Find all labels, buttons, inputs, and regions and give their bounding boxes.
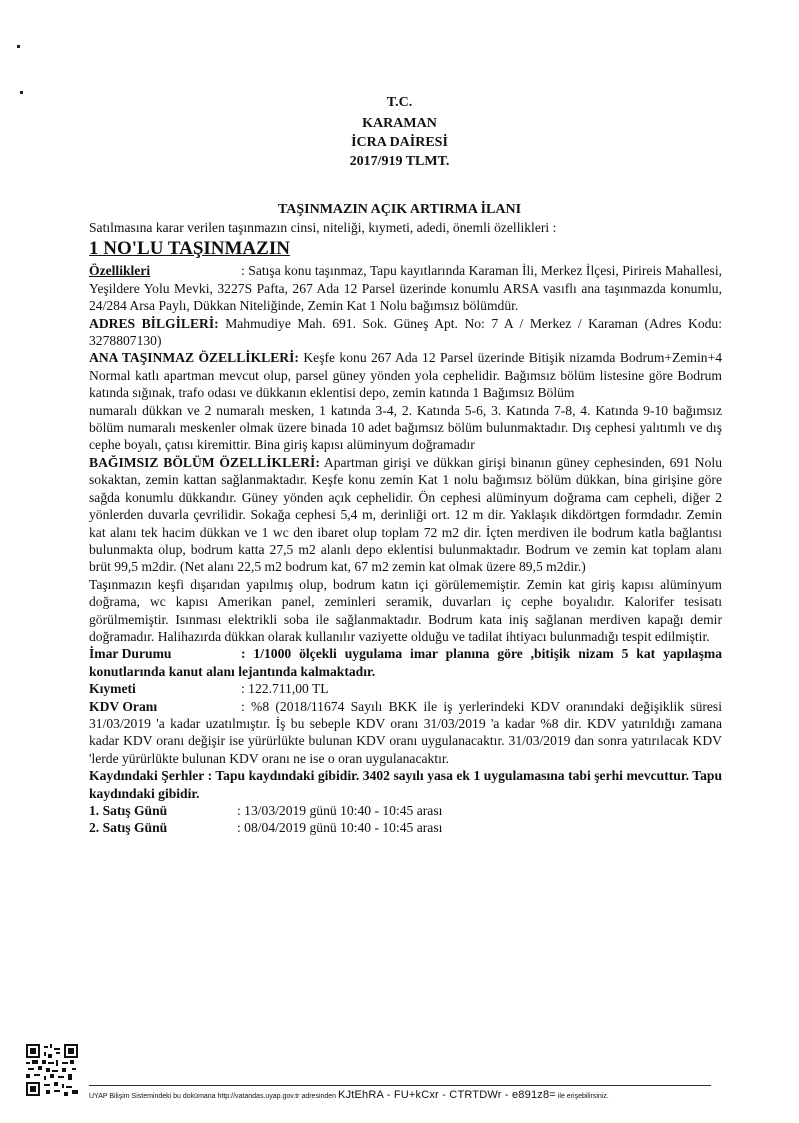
satis2-section xyxy=(89,819,722,836)
ana-tasinmaz-continued: numaralı dükkan ve 2 numaralı mesken, 1 katında 3-4, 2. Katında 5-6, 3. Katında 7-8, 4. Katında 9-10 bağımsız bölüm numaralı meskenler olmak üzere binada 10 adet bağımsız bölüm bulunmaktadır. Dış cephesi yalıtımlı ve dış cephe boyalı, çatısı kiremittir. Bina giriş kapısı alüminyum doğramadır xyxy=(89,402,722,453)
header-file-number: 2017/919 TLMT. xyxy=(349,154,450,169)
serhler-label: Kaydındaki Şerhler xyxy=(89,768,205,784)
document-title: TAŞINMAZIN AÇIK ARTIRMA İLANI xyxy=(277,202,522,217)
serhler-text: : Tapu kaydındaki gibidir. 3402 sayılı yasa ek 1 uygulamasına tabi şerhi mevcuttur. Tapu kaydındaki gibidir. xyxy=(89,768,723,801)
imar-label: İmar Durumu xyxy=(89,646,172,662)
kdv-section xyxy=(89,698,722,768)
kiymeti-label: Kıymeti xyxy=(89,681,136,697)
imar-section xyxy=(89,645,722,680)
bagimsiz-label: BAĞIMSIZ BÖLÜM ÖZELLİKLERİ: xyxy=(89,454,320,470)
footer-access-code: KJtEhRA - FU+kCxr - CTRTDWr - e891z8= xyxy=(338,1089,556,1101)
imar-text: : 1/1000 ölçekli uygulama imar planına göre ,bitişik nizam 5 kat yapılaşma konutlarında kanut alanı lejantında kalmaktadır. xyxy=(89,646,722,679)
scan-mark xyxy=(17,45,20,48)
bagimsiz-text: Apartman girişi ve dükkan girişi binanın güney cephesinden, 691 Nolu sokaktan, zemin kattan sağlanmaktadır. Keşfe konu zemin Kat 1 nolu bağımsız bölüm dükkan, bina girişine göre sağda konumlu dükkandır. Güney yönden açık cephelidir. Ön cephesi alüminyum doğrama cam cepheli, diğer 2 yönlerden duvarla çevrilidir. Sokağa cephesi 5,4 m, derinliği ort. 12 m dir. Yaklaşık dikdörtgen formdadır. Zemin kat alanı tek hacim dükkan ve 1 wc den ibaret olup toplam 72 m2 dir. İçten merdiven ile bodrum katla bağlantısı bulunmakta olup, bodrum katta 27,5 m2 alanlı depo eklentisi bulunmaktadır. Bodrum ve zemin kat toplam alanı brüt 99,5 m2dir. (Net alanı 22,5 m2 bodrum kat, 67 m2 zemin kat olmak üzere 89,5 m2dir.) xyxy=(89,454,722,575)
qr-code-icon xyxy=(26,1044,78,1096)
ana-tasinmaz-text: Keşfe konu 267 Ada 12 Parsel üzerinde Bitişik nizamda Bodrum+Zemin+4 Normal katlı apartman mevcut olup, parsel güney yönden yola cephelidir. Bağımsız bölüm listesine göre Bodrum katında sığınak, trafo odası ve dükkanın eklentisi depo, zemin katında 1 Bağımsız Bölüm xyxy=(89,350,723,401)
footer-prefix: UYAP Bilişim Sistemindeki bu dokümana http://vatandas.uyap.gov.tr adresinden xyxy=(89,1093,337,1100)
kesif-paragraph: Taşınmazın keşfi dışarıdan yapılmış olup, bodrum katın içi görülememiştir. Zemin kat giriş kapısı alüminyum doğrama, wc kapısı Amerikan panel, zeminleri seramik, duvarları iç cephe boyalıdır. Kalorifer tesisatı görülmemiştir. Isınması elektrikli soba ile sağlanmaktadır. Bodrum kata iniş sağlanan merdiven kapağı demir doğramadır. Halihazırda dükkan olarak kullanılır vaziyette olduğu ve tadilat ihtiyacı bulunmadığı tespit edilmiştir. xyxy=(89,576,722,644)
header-country: T.C. xyxy=(386,95,413,110)
kiymeti-text: : 122.711,00 TL xyxy=(241,681,329,697)
adres-section xyxy=(89,315,722,350)
header-city: KARAMAN xyxy=(362,116,437,131)
footer-suffix: ile erişebilirsiniz. xyxy=(557,1093,609,1100)
adres-label: ADRES BİLGİLERİ: xyxy=(89,315,219,331)
document-body xyxy=(89,219,722,837)
intro-text: Satılmasına karar verilen taşınmazın cinsi, niteliği, kıymeti, adedi, önemli özellikleri : xyxy=(89,220,557,235)
ana-tasinmaz-section xyxy=(89,349,722,401)
kdv-text: : %8 (2018/11674 Sayılı BKK ile iş yerlerindeki KDV oranındaki değişiklik süresi 31/03/2019 'a kadar uzatılmıştır. İş bu sebeple KDV oranı 31/03/2019 'a kadar %8 dir. KDV yatırıldığı zamana kadar KDV oranı değişir ise yürürlükte bulunan KDV oranı uygulanacaktır. 31/03/2019 dan sonra yatırılacak KDV 'lerde yürürlükte bulunan KDV oranı ne ise o oran uygulanacaktır. xyxy=(89,698,722,766)
kdv-label: KDV Oranı xyxy=(89,698,158,714)
footer-divider xyxy=(89,1085,711,1086)
serhler-section xyxy=(89,767,722,802)
property-heading: 1 NO'LU TAŞINMAZIN xyxy=(89,238,290,260)
satis2-label: 2. Satış Günü xyxy=(89,820,168,836)
satis1-text: : 13/03/2019 günü 10:40 - 10:45 arası xyxy=(237,803,443,818)
ozellikleri-text: : Satışa konu taşınmaz, Tapu kayıtlarında Karaman İli, Merkez İlçesi, Pirireis Mahallesi, Yeşildere Yolu Mevki, 3227S Pafta, 267 Ada 12 Parsel üzerinde konumlu ARSA vasıflı ana taşınmazda konumlu, 24/284 Arsa Paylı, Dükkan Niteliğinde, Zemin Kat 1 Nolu bağımsız bölümdür. xyxy=(89,263,722,314)
satis2-text: : 08/04/2019 günü 10:40 - 10:45 arası xyxy=(237,820,443,836)
header-office: İCRA DAİRESİ xyxy=(351,135,448,150)
adres-text: Mahmudiye Mah. 691. Sok. Güneş Apt. No: 7 A / Merkez / Karaman (Adres Kodu: 3278807130) xyxy=(89,315,722,349)
bagimsiz-section xyxy=(89,454,722,576)
satis1-section xyxy=(89,802,722,819)
ozellikleri-section xyxy=(89,262,722,314)
kiymeti-section xyxy=(89,680,722,697)
footer xyxy=(89,1089,719,1101)
ozellikleri-label: Özellikleri xyxy=(89,263,151,279)
satis1-label: 1. Satış Günü xyxy=(89,803,168,818)
ana-tasinmaz-label: ANA TAŞINMAZ ÖZELLİKLERİ: xyxy=(89,350,299,366)
